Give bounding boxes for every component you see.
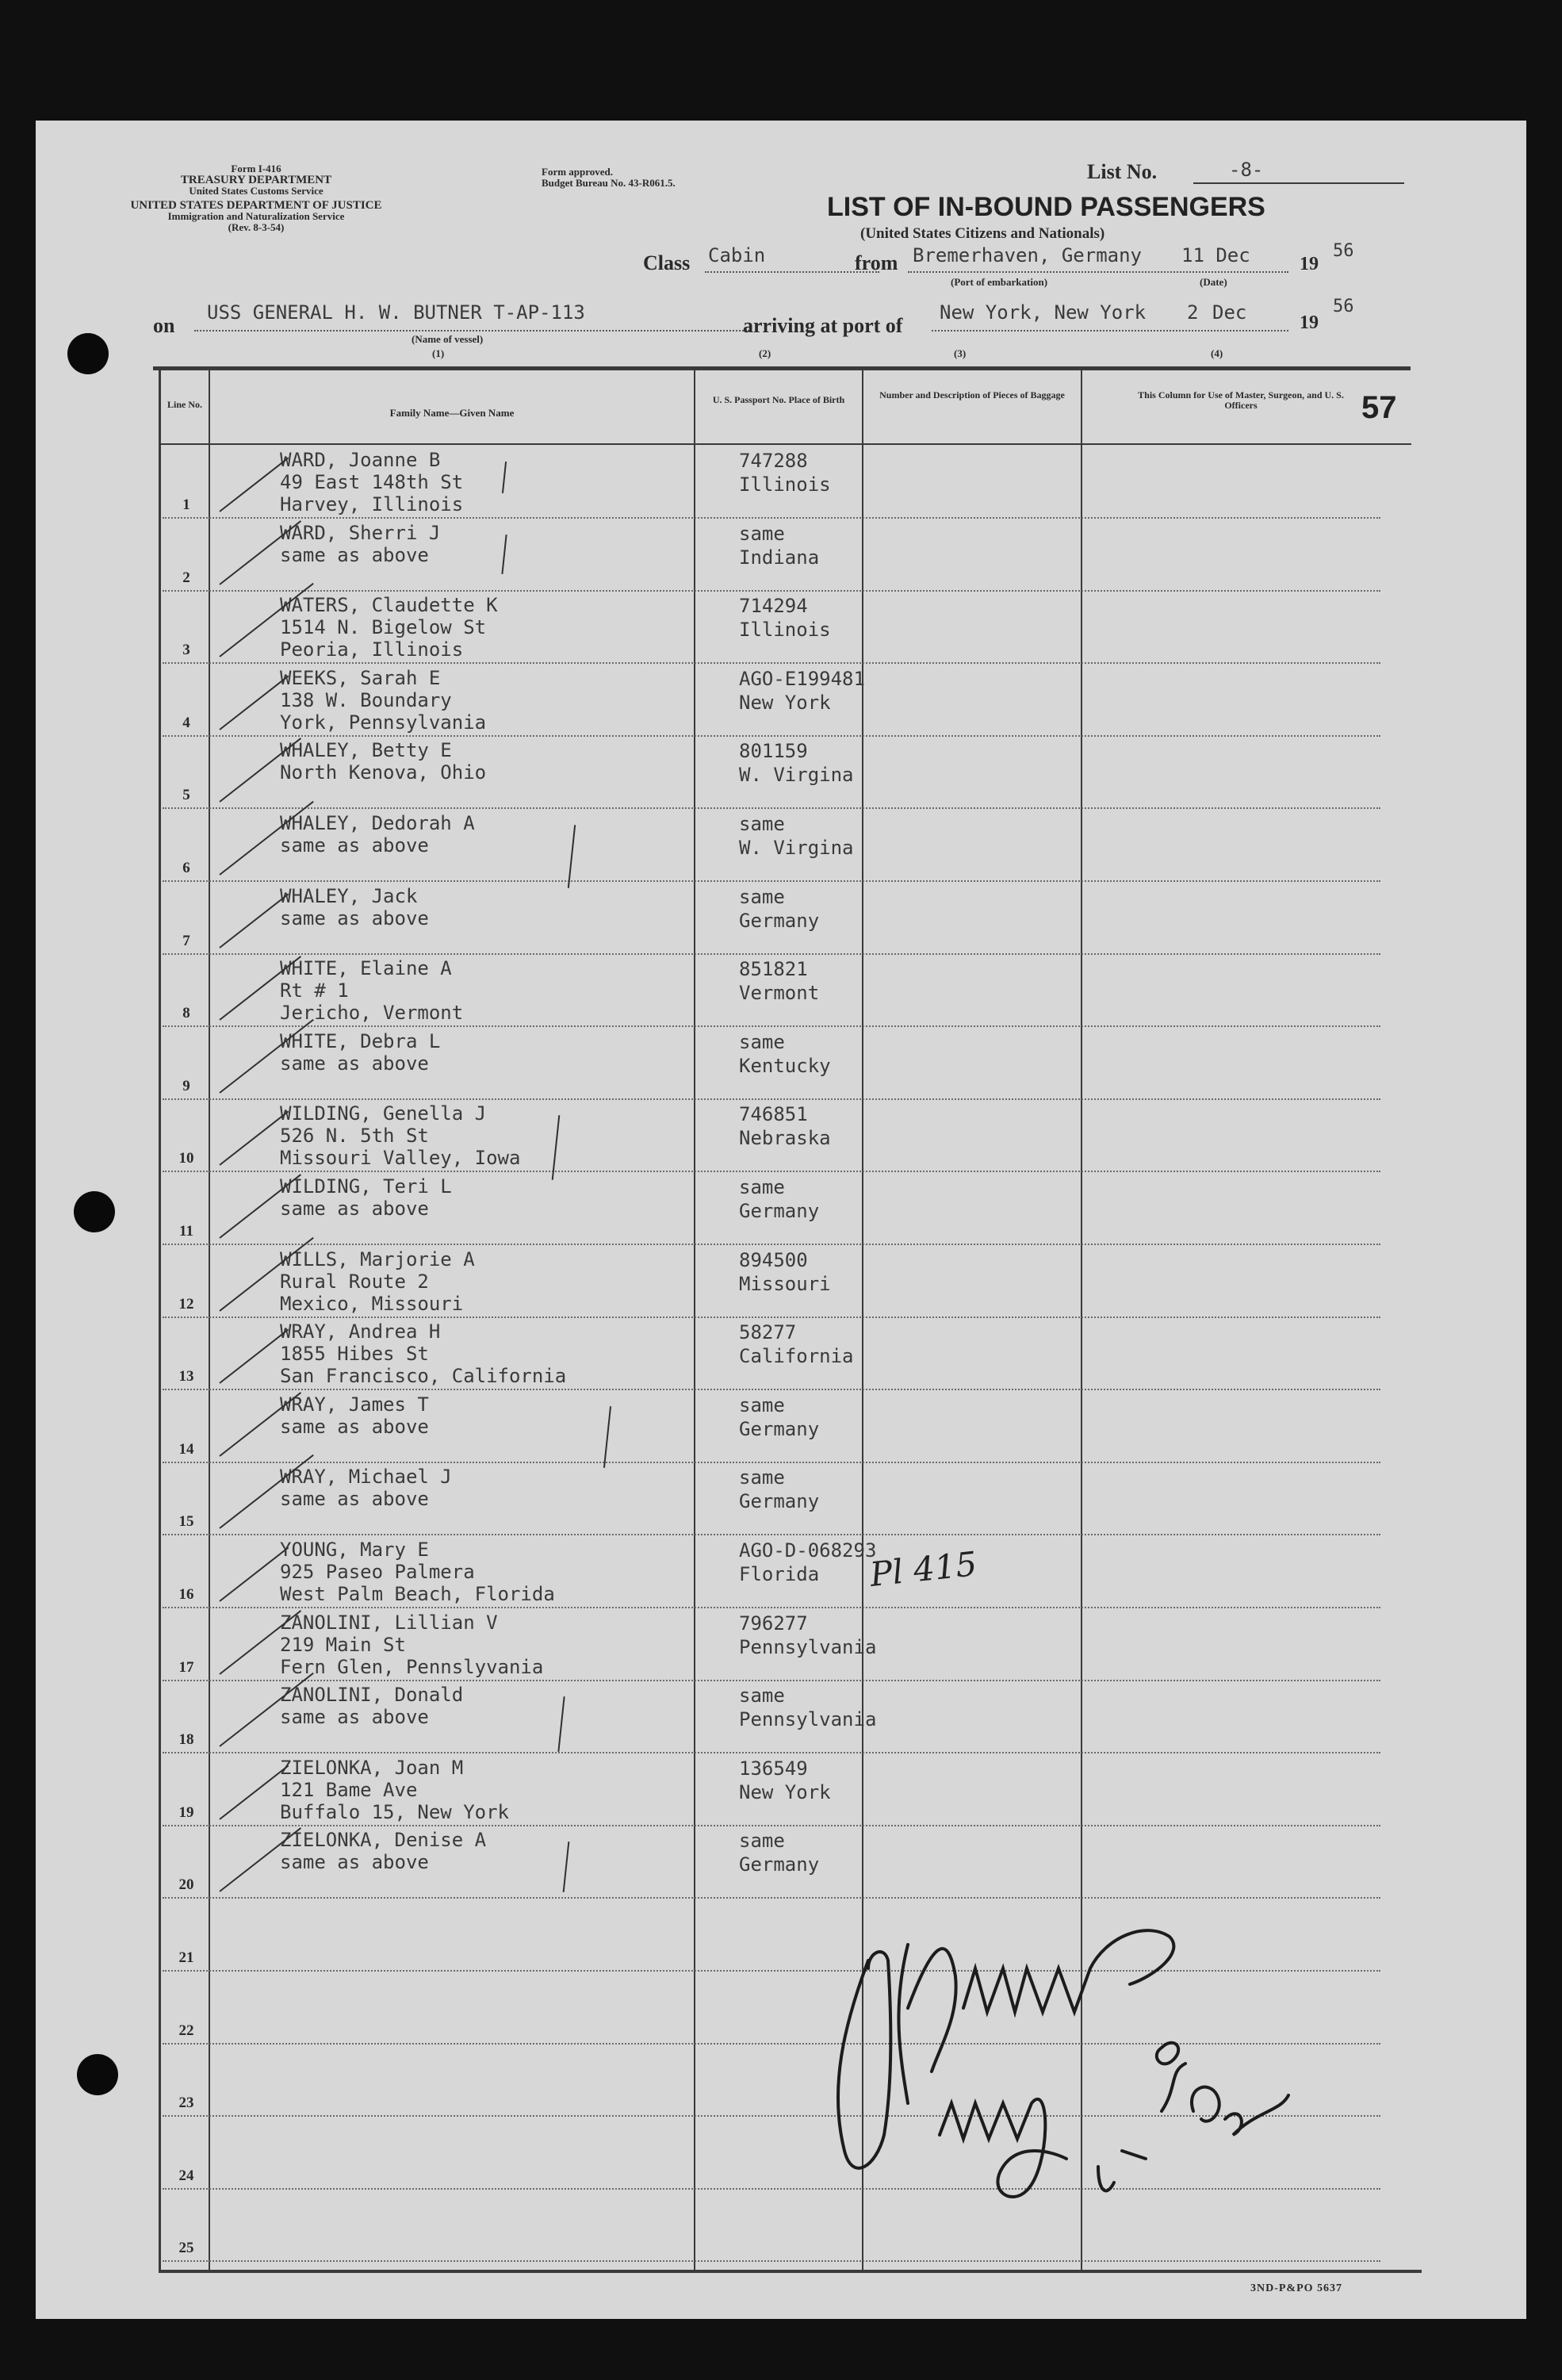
address-city: Jericho, Vermont: [280, 1002, 464, 1025]
document-page: [36, 121, 1526, 2319]
line-number: 4: [182, 714, 190, 731]
table-row: [163, 1535, 1380, 1608]
place-of-birth: Germany: [739, 1200, 820, 1222]
address-line: 526 N. 5th St: [280, 1125, 429, 1148]
line-number: 22: [178, 2022, 194, 2039]
place-of-birth: Germany: [739, 909, 820, 932]
passenger-name: ZANOLINI, Lillian V: [280, 1611, 498, 1634]
line-number: 6: [182, 860, 190, 876]
address-city: San Francisco, California: [280, 1365, 567, 1388]
col-header-passport: U. S. Passport No. Place of Birth: [712, 394, 845, 405]
table-row: [163, 519, 1380, 592]
passport-number: same: [739, 885, 785, 908]
ins-label: Immigration and Naturalization Service: [167, 210, 345, 222]
address-line: 219 Main St: [280, 1633, 406, 1656]
arrival-month: Dec: [1212, 301, 1247, 324]
table-row: [163, 1317, 1380, 1390]
address-line: 925 Paseo Palmera: [280, 1561, 475, 1583]
passenger-name-address: [280, 739, 486, 784]
passport-number: 851821: [739, 958, 808, 981]
col-header-line: Line No.: [167, 399, 202, 410]
list-no-label: List No.: [1087, 160, 1158, 183]
passenger-name-address: [280, 885, 429, 929]
passport-birthplace: [739, 957, 819, 1005]
passenger-name-address: [280, 522, 440, 566]
passport-number: same: [739, 1393, 785, 1416]
passport-number: 747288: [739, 450, 808, 472]
place-of-birth: Indiana: [739, 546, 820, 569]
year-prefix-1: 19: [1300, 254, 1319, 274]
baggage-handwritten-note: Pl 415: [867, 1544, 979, 1594]
passenger-name: WILDING, Genella J: [280, 1102, 487, 1125]
passport-birthplace: [739, 594, 831, 642]
passport-number: same: [739, 1466, 785, 1489]
embarkation-year: 56: [1333, 241, 1354, 261]
col-marker-3: (3): [954, 347, 967, 359]
place-of-birth: Nebraska: [739, 1127, 831, 1150]
budget-label: Budget Bureau No. 43-R061.5.: [542, 177, 676, 189]
arrival-underline: [932, 330, 1288, 332]
passport-birthplace: [739, 1539, 876, 1586]
row-rule: [163, 2260, 1380, 2262]
passport-number: AGO-D-068293: [739, 1539, 877, 1562]
place-of-birth: Illinois: [739, 619, 831, 642]
passport-birthplace: [739, 1248, 831, 1296]
passenger-name: WHALEY, Dedorah A: [280, 812, 475, 834]
line-number: 11: [179, 1223, 193, 1240]
col-marker-4: (4): [1211, 347, 1223, 359]
passenger-name-address: [280, 812, 475, 857]
passport-birthplace: [739, 449, 831, 496]
line-number: 9: [182, 1077, 190, 1094]
passenger-name-address: [280, 1030, 440, 1075]
passenger-name-address: [280, 1684, 463, 1728]
customs-label: United States Customs Service: [189, 185, 324, 197]
passenger-name-address: [280, 1757, 509, 1823]
passport-number: 894500: [739, 1248, 808, 1271]
address-city: same as above: [280, 1851, 429, 1874]
passenger-name: WHITE, Elaine A: [280, 957, 452, 980]
embarkation-date: 11 Dec: [1181, 244, 1250, 266]
passenger-name-address: [280, 1175, 452, 1220]
revision-label: (Rev. 8-3-54): [228, 221, 285, 233]
line-number: 8: [182, 1005, 190, 1022]
passenger-name: ZANOLINI, Donald: [280, 1684, 464, 1707]
passenger-name: WRAY, Andrea H: [280, 1320, 441, 1343]
passport-birthplace: [739, 1829, 819, 1876]
form-approval: [542, 167, 676, 189]
passport-birthplace: [739, 1684, 876, 1731]
punch-hole-top: [67, 333, 109, 374]
table-row: [163, 446, 1380, 519]
address-line: Rt # 1: [280, 979, 349, 1002]
passport-birthplace: [739, 1175, 819, 1223]
line-number: 25: [178, 2240, 194, 2257]
treasury-label: TREASURY DEPARTMENT: [180, 174, 332, 186]
address-line: 138 W. Boundary: [280, 688, 452, 711]
year-prefix-2: 19: [1300, 312, 1319, 333]
from-label: from: [855, 251, 898, 274]
passport-number: 746851: [739, 1103, 808, 1126]
passenger-name: WATERS, Claudette K: [280, 594, 498, 617]
list-no-underline: [1193, 182, 1404, 184]
passenger-name: WRAY, James T: [280, 1393, 429, 1416]
arrival-port: New York, New York: [940, 301, 1147, 324]
punch-hole-bottom: [77, 2054, 118, 2095]
address-city: Mexico, Missouri: [280, 1292, 464, 1315]
table-row: [163, 1390, 1380, 1463]
address-city: Harvey, Illinois: [280, 493, 464, 515]
table-left-border: [159, 366, 161, 2273]
table-row: [163, 1172, 1380, 1245]
line-number: 12: [178, 1295, 194, 1313]
passenger-name-address: [280, 667, 486, 734]
passport-number: same: [739, 1830, 785, 1853]
on-label: on: [153, 314, 175, 337]
line-number: 24: [178, 2167, 194, 2184]
table-row: [163, 1753, 1380, 1826]
line-number: 5: [182, 787, 190, 804]
address-line: 121 Bame Ave: [280, 1778, 418, 1801]
place-of-birth: Pennsylvania: [739, 1708, 877, 1731]
address-line: Rural Route 2: [280, 1270, 429, 1293]
table-row: [163, 1245, 1380, 1318]
passenger-name-address: [280, 1829, 486, 1873]
place-of-birth: Illinois: [739, 473, 831, 496]
passport-birthplace: [739, 1612, 876, 1659]
passenger-name: WARD, Joanne B: [280, 449, 441, 471]
line-number: 23: [178, 2094, 194, 2112]
passport-number: same: [739, 1030, 785, 1053]
embarkation-port: Bremerhaven, Germany: [913, 244, 1142, 266]
passenger-name-address: [280, 1539, 555, 1605]
address-city: Buffalo 15, New York: [280, 1800, 509, 1823]
address-city: Fern Glen, Pennslyvania: [280, 1655, 544, 1678]
table-row: [163, 1681, 1380, 1753]
passenger-name-address: [280, 1612, 543, 1678]
passenger-name: WHALEY, Betty E: [280, 739, 452, 762]
address-city: West Palm Beach, Florida: [280, 1583, 555, 1605]
passenger-name: YOUNG, Mary E: [280, 1539, 429, 1561]
address-city: North Kenova, Ohio: [280, 761, 487, 784]
passport-birthplace: [739, 667, 865, 715]
place-of-birth: W. Virgina: [739, 764, 854, 787]
approved-label: Form approved.: [542, 166, 614, 178]
table-row: [163, 1027, 1380, 1100]
from-underline: [908, 271, 1288, 273]
place-of-birth: Pennsylvania: [739, 1635, 877, 1658]
passenger-name-address: [280, 1466, 452, 1510]
punch-hole-middle: [74, 1191, 115, 1232]
passport-birthplace: [739, 1030, 831, 1078]
passenger-name: WRAY, Michael J: [280, 1466, 452, 1489]
line-number: 14: [178, 1440, 194, 1458]
place-of-birth: California: [739, 1345, 854, 1368]
line-number: 20: [178, 1876, 194, 1894]
address-city: same as above: [280, 1488, 429, 1511]
port-caption: (Port of embarkation): [951, 276, 1048, 288]
arrival-day: 2: [1187, 301, 1199, 324]
place-of-birth: W. Virgina: [739, 837, 854, 859]
arriving-label: arriving at port of: [743, 314, 903, 337]
passenger-name: WHALEY, Jack: [280, 884, 418, 907]
col-marker-1: (1): [432, 347, 445, 359]
passport-number: same: [739, 813, 785, 835]
vessel-caption: (Name of vessel): [412, 333, 484, 345]
line-number: 10: [178, 1150, 194, 1167]
place-of-birth: Kentucky: [739, 1054, 831, 1077]
address-city: same as above: [280, 1052, 429, 1075]
passport-birthplace: [739, 1757, 831, 1804]
class-value: Cabin: [708, 244, 766, 266]
vessel-underline: [194, 330, 749, 332]
line-number: 2: [182, 569, 190, 586]
passport-number: 58277: [739, 1321, 797, 1344]
table-bottom-border: [161, 2270, 1422, 2273]
line-number: 21: [178, 1949, 194, 1966]
passport-birthplace: [739, 739, 854, 787]
address-city: same as above: [280, 1415, 429, 1438]
passport-number: 136549: [739, 1757, 808, 1780]
arrival-year: 56: [1333, 297, 1354, 316]
line-number: 7: [182, 932, 190, 949]
col-marker-2: (2): [759, 347, 771, 359]
justice-label: UNITED STATES DEPARTMENT OF JUSTICE: [130, 199, 382, 212]
passenger-name-address: [280, 449, 463, 515]
line-number: 18: [178, 1731, 194, 1749]
col-header-name: Family Name—Given Name: [389, 407, 515, 419]
passenger-name-address: [280, 594, 498, 661]
table-row: [163, 736, 1380, 809]
line-number: 3: [182, 642, 190, 659]
passenger-name: WARD, Sherri J: [280, 521, 441, 544]
date-caption: (Date): [1200, 276, 1227, 288]
printer-code: 3ND-P&PO 5637: [1250, 2282, 1343, 2294]
passport-number: same: [739, 522, 785, 545]
passenger-name: ZIELONKA, Denise A: [280, 1829, 487, 1852]
table-row: [163, 882, 1380, 955]
address-line: 49 East 148th St: [280, 471, 464, 493]
passenger-name: ZIELONKA, Joan M: [280, 1756, 464, 1779]
passport-birthplace: [739, 1102, 831, 1150]
passenger-name: WILLS, Marjorie A: [280, 1247, 475, 1270]
passport-number: 801159: [739, 740, 808, 763]
place-of-birth: Missouri: [739, 1272, 831, 1295]
address-city: same as above: [280, 1198, 429, 1220]
line-number: 17: [178, 1658, 194, 1676]
place-of-birth: Vermont: [739, 982, 820, 1005]
passport-number: AGO-E199481: [739, 667, 865, 690]
place-of-birth: Germany: [739, 1853, 820, 1876]
line-number: 16: [178, 1586, 194, 1603]
col-header-officers: This Column for Use of Master, Surgeon, and U. S. Officers: [1138, 389, 1344, 411]
passenger-name-address: [280, 1320, 566, 1387]
passenger-name-address: [280, 957, 463, 1024]
passport-birthplace: [739, 812, 854, 860]
passport-birthplace: [739, 1320, 854, 1368]
officer-signature: [813, 1849, 1320, 2246]
address-city: same as above: [280, 1706, 429, 1729]
table-row: [163, 1462, 1380, 1535]
agency-header: [121, 163, 391, 233]
place-of-birth: Florida: [739, 1563, 820, 1585]
page-title: LIST OF IN-BOUND PASSENGERS: [827, 192, 1265, 222]
table-row: [163, 664, 1380, 737]
table-row: [163, 591, 1380, 664]
form-number: Form I-416: [231, 163, 281, 174]
line-number: 19: [178, 1803, 194, 1821]
passport-number: same: [739, 1684, 785, 1707]
passport-birthplace: [739, 885, 819, 933]
line-number: 13: [178, 1368, 194, 1385]
passport-number: 714294: [739, 595, 808, 618]
passenger-name-address: [280, 1393, 429, 1438]
place-of-birth: Germany: [739, 1417, 820, 1440]
table-top-border: [153, 366, 1411, 370]
table-row: [163, 954, 1380, 1027]
passenger-name: WHITE, Debra L: [280, 1029, 441, 1052]
page-number: 57: [1361, 390, 1397, 425]
address-line: 1855 Hibes St: [280, 1343, 429, 1366]
table-row: [163, 1099, 1380, 1172]
page-subtitle: (United States Citizens and Nationals): [860, 225, 1105, 242]
address-line: 1514 N. Bigelow St: [280, 616, 487, 639]
passenger-name: WEEKS, Sarah E: [280, 666, 441, 689]
line-number: 15: [178, 1513, 194, 1531]
address-city: same as above: [280, 834, 429, 857]
table-row: [163, 1608, 1380, 1681]
passenger-name-address: [280, 1102, 520, 1169]
address-city: Missouri Valley, Iowa: [280, 1147, 521, 1170]
passport-birthplace: [739, 522, 819, 569]
passport-number: 796277: [739, 1612, 808, 1635]
place-of-birth: New York: [739, 691, 831, 714]
passport-birthplace: [739, 1466, 819, 1513]
address-city: same as above: [280, 906, 429, 929]
col-header-baggage: Number and Description of Pieces of Baggage: [879, 389, 1065, 400]
passport-number: same: [739, 1176, 785, 1198]
class-underline: [705, 271, 879, 273]
address-city: York, Pennsylvania: [280, 711, 487, 734]
address-city: same as above: [280, 543, 429, 566]
address-city: Peoria, Illinois: [280, 638, 464, 661]
vessel-name: USS GENERAL H. W. BUTNER T-AP-113: [207, 301, 585, 324]
table-row: [163, 809, 1380, 882]
list-no-value: -8-: [1229, 159, 1264, 181]
passport-birthplace: [739, 1393, 819, 1441]
table-header-rule: [159, 443, 1411, 445]
place-of-birth: New York: [739, 1780, 831, 1803]
place-of-birth: Germany: [739, 1490, 820, 1513]
passenger-name: WILDING, Teri L: [280, 1175, 452, 1198]
class-label: Class: [643, 251, 691, 274]
passenger-name-address: [280, 1248, 475, 1315]
line-number: 1: [182, 496, 190, 513]
